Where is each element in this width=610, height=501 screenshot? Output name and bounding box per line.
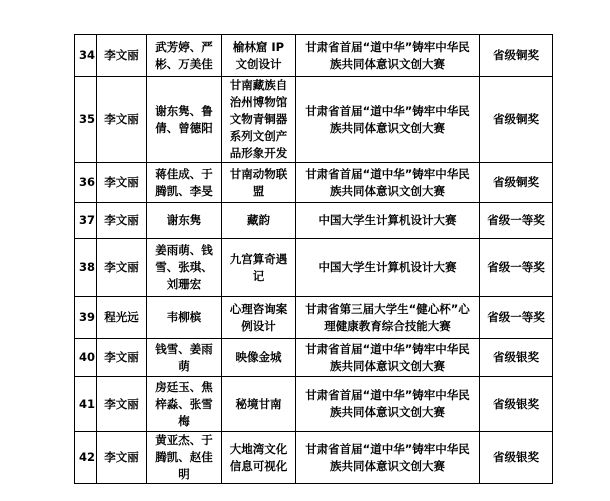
advisor-cell: 李文丽 — [97, 163, 147, 203]
members-cell: 韦柳槟 — [147, 297, 222, 339]
advisor-cell: 李文丽 — [97, 432, 147, 484]
advisor-cell: 李文丽 — [97, 203, 147, 239]
advisor-cell: 程光远 — [97, 297, 147, 339]
work-cell: 九宫算奇遇记 — [222, 239, 296, 297]
awards-table — [74, 34, 553, 484]
competition-cell: 甘肃省首届“道中华”铸牢中华民族共同体意识文创大赛 — [296, 339, 480, 377]
row-number: 35 — [75, 77, 97, 163]
work-cell: 甘南动物联盟 — [222, 163, 296, 203]
competition-cell: 甘肃省首届“道中华”铸牢中华民族共同体意识文创大赛 — [296, 35, 480, 77]
competition-cell: 中国大学生计算机设计大赛 — [296, 203, 480, 239]
row-number: 40 — [75, 339, 97, 377]
award-level-cell: 省级一等奖 — [480, 297, 553, 339]
table-row — [75, 339, 553, 377]
work-cell: 心理咨询案例设计 — [222, 297, 296, 339]
row-number: 34 — [75, 35, 97, 77]
competition-cell: 甘肃省首届“道中华”铸牢中华民族共同体意识文创大赛 — [296, 432, 480, 484]
members-cell: 房廷玉、焦梓淼、张雪梅 — [147, 377, 222, 432]
members-cell: 姜雨萌、钱雪、张琪、刘珊宏 — [147, 239, 222, 297]
table-row — [75, 203, 553, 239]
work-cell: 秘境甘南 — [222, 377, 296, 432]
table-row — [75, 239, 553, 297]
award-level-cell: 省级一等奖 — [480, 239, 553, 297]
members-cell: 谢东隽、鲁倩、曾德阳 — [147, 77, 222, 163]
row-number: 38 — [75, 239, 97, 297]
competition-cell: 中国大学生计算机设计大赛 — [296, 239, 480, 297]
row-number: 42 — [75, 432, 97, 484]
advisor-cell: 李文丽 — [97, 377, 147, 432]
work-cell: 大地湾文化信息可视化 — [222, 432, 296, 484]
work-cell: 藏韵 — [222, 203, 296, 239]
row-number: 41 — [75, 377, 97, 432]
advisor-cell: 李文丽 — [97, 35, 147, 77]
award-level-cell: 省级一等奖 — [480, 203, 553, 239]
competition-cell: 甘肃省首届“道中华”铸牢中华民族共同体意识文创大赛 — [296, 377, 480, 432]
table-row — [75, 77, 553, 163]
row-number: 39 — [75, 297, 97, 339]
row-number: 37 — [75, 203, 97, 239]
advisor-cell: 李文丽 — [97, 339, 147, 377]
award-level-cell: 省级银奖 — [480, 432, 553, 484]
members-cell: 蒋佳成、于腾凯、李旻 — [147, 163, 222, 203]
competition-cell: 甘肃省第三届大学生“健心杯”心理健康教育综合技能大赛 — [296, 297, 480, 339]
table-row — [75, 163, 553, 203]
work-cell: 榆林窟 IP 文创设计 — [222, 35, 296, 77]
award-level-cell: 省级铜奖 — [480, 77, 553, 163]
row-number: 36 — [75, 163, 97, 203]
award-level-cell: 省级银奖 — [480, 377, 553, 432]
advisor-cell: 李文丽 — [97, 77, 147, 163]
members-cell: 黄亚杰、于腾凯、赵佳明 — [147, 432, 222, 484]
award-level-cell: 省级铜奖 — [480, 163, 553, 203]
table-row — [75, 35, 553, 77]
table-row — [75, 297, 553, 339]
members-cell: 钱雪、姜雨萌 — [147, 339, 222, 377]
members-cell: 武芳婷、严彬、万美佳 — [147, 35, 222, 77]
work-cell: 映像金城 — [222, 339, 296, 377]
competition-cell: 甘肃省首届“道中华”铸牢中华民族共同体意识文创大赛 — [296, 163, 480, 203]
competition-cell: 甘肃省首届“道中华”铸牢中华民族共同体意识文创大赛 — [296, 77, 480, 163]
members-cell: 谢东隽 — [147, 203, 222, 239]
award-level-cell: 省级银奖 — [480, 339, 553, 377]
table-row — [75, 432, 553, 484]
award-level-cell: 省级铜奖 — [480, 35, 553, 77]
advisor-cell: 李文丽 — [97, 239, 147, 297]
table-row — [75, 377, 553, 432]
work-cell: 甘南藏族自治州博物馆文物青铜器系列文创产品形象开发 — [222, 77, 296, 163]
